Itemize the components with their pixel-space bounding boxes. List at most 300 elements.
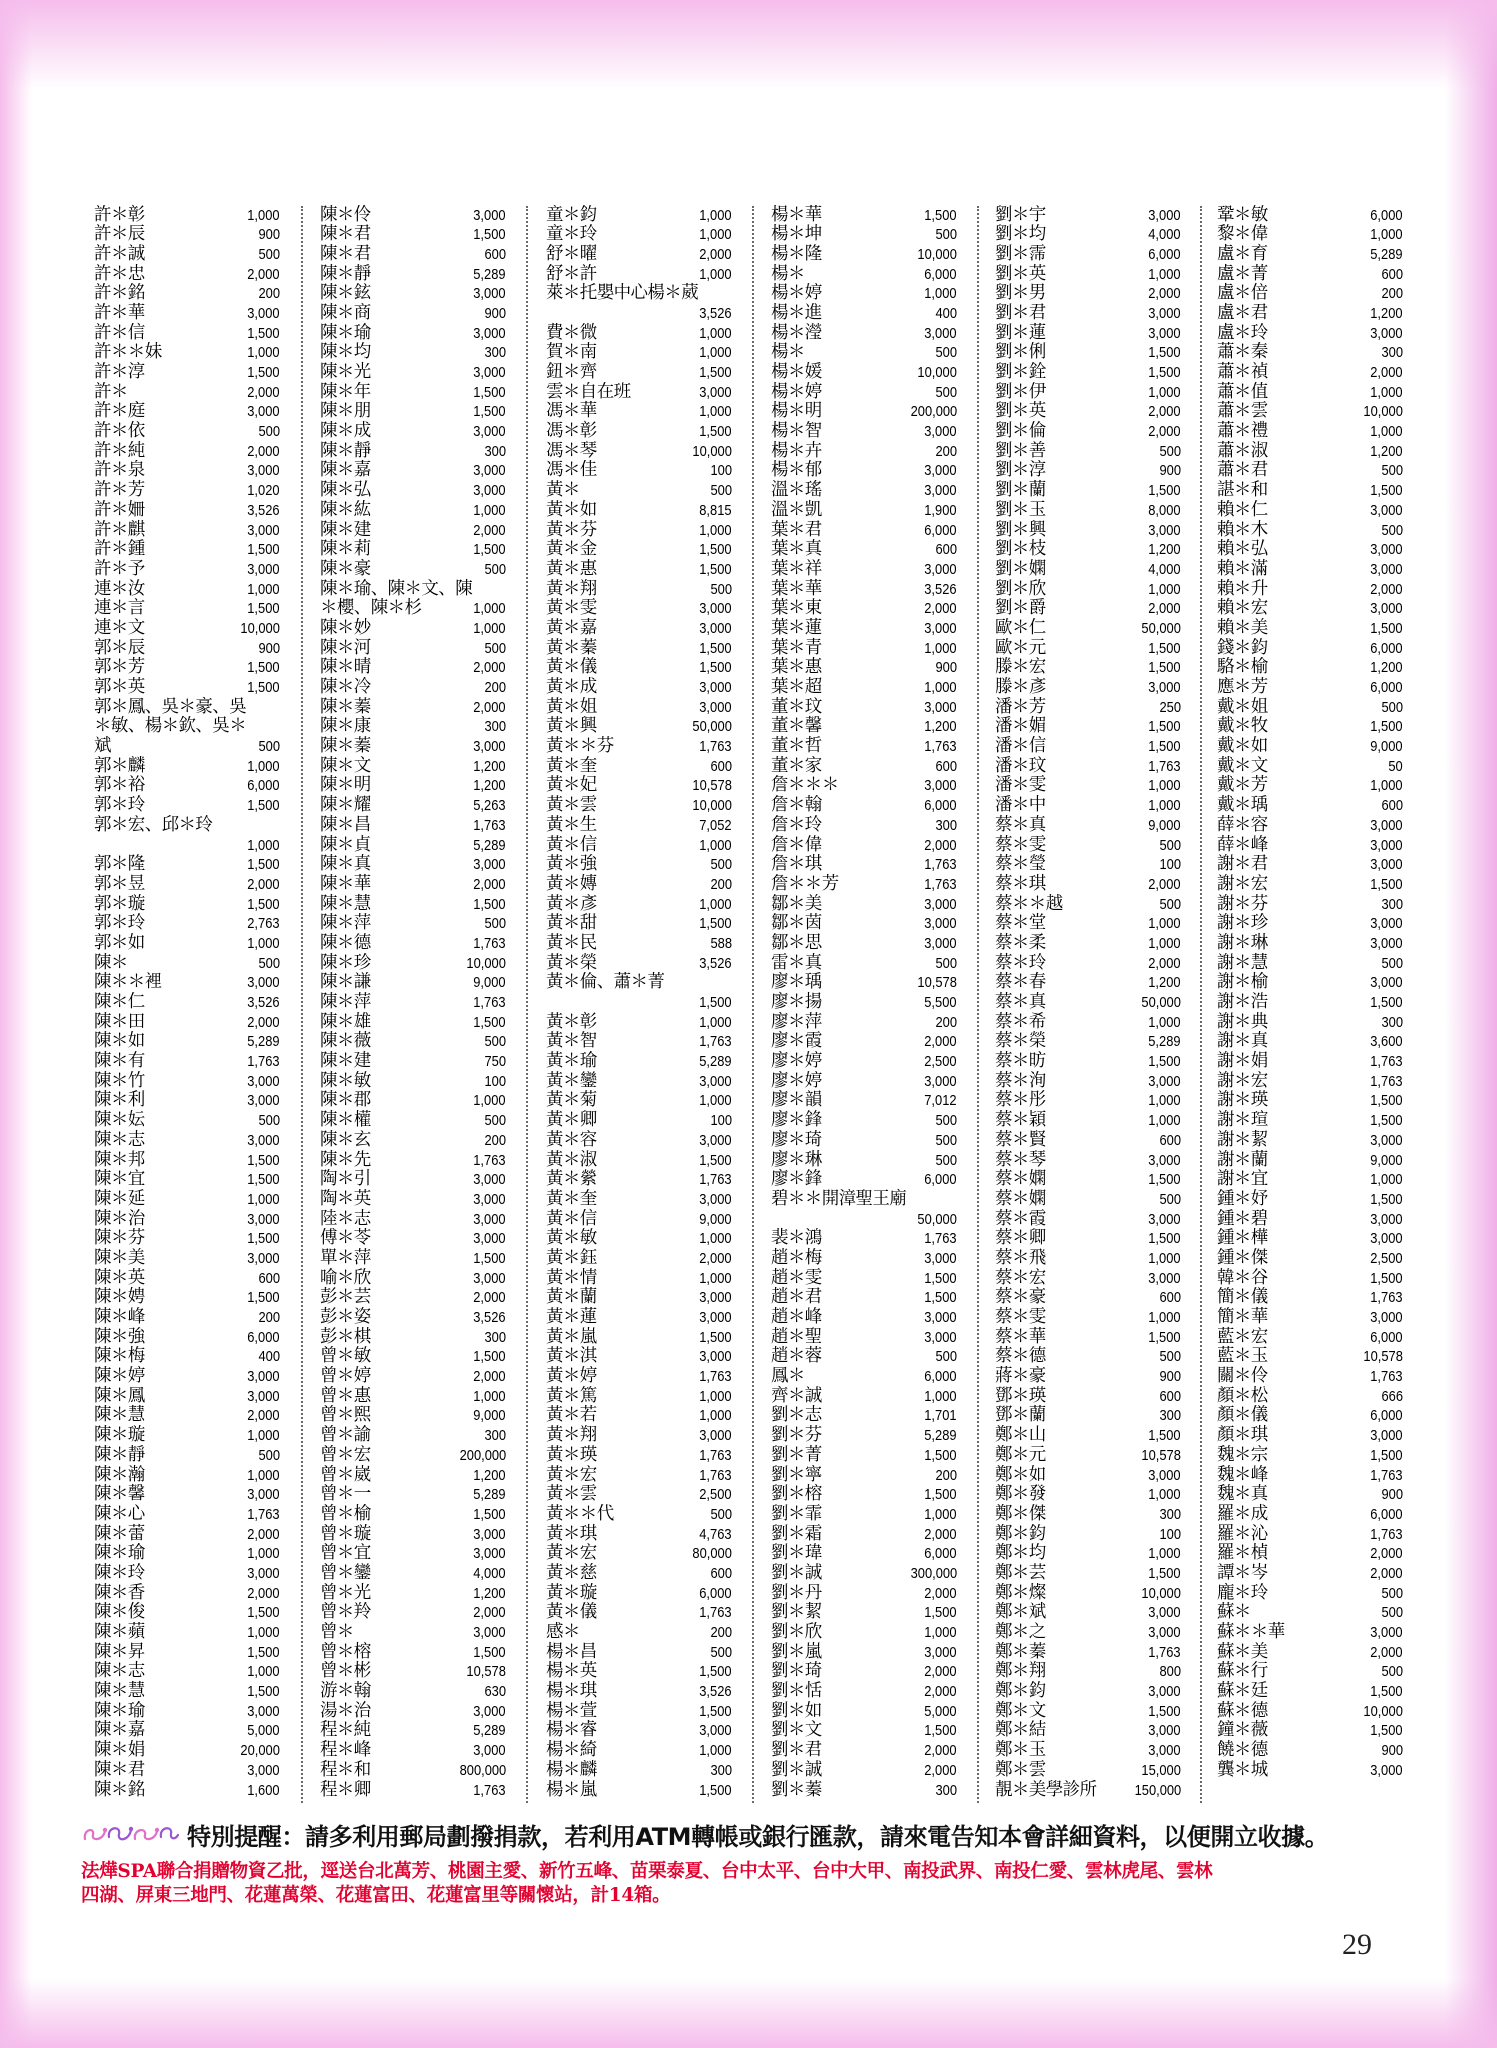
donor-amount: 500: [935, 954, 957, 972]
donor-name: 陶＊英: [320, 1188, 371, 1209]
donor-row: [771, 1662, 957, 1682]
donor-row: [320, 1505, 506, 1525]
donor-amount: 500: [1159, 836, 1181, 854]
donor-name: 劉＊絜: [771, 1602, 822, 1623]
donor-amount: 10,000: [692, 797, 732, 815]
donor-row: [771, 1603, 957, 1623]
donor-name: 趙＊梅: [771, 1247, 822, 1268]
donor-name: 蔡＊琴: [995, 1149, 1046, 1170]
donor-name: 鳳＊: [771, 1366, 805, 1387]
donor-amount: 1,763: [699, 1171, 732, 1189]
donor-amount: 1,763: [699, 1466, 732, 1484]
donor-name: 龔＊城: [1217, 1759, 1268, 1780]
donor-row: [546, 914, 732, 934]
donor-row: [771, 1347, 957, 1367]
donor-amount: 1,000: [473, 619, 506, 637]
donor-name: 黃＊篤: [546, 1385, 597, 1406]
donor-name: 劉＊宇: [995, 204, 1046, 225]
donor-row: [1217, 304, 1403, 324]
donor-amount: 1,200: [1370, 442, 1403, 460]
donor-name: 葉＊惠: [771, 657, 822, 678]
donor-amount: 3,000: [473, 1624, 506, 1641]
donor-name: 郭＊麟: [94, 755, 145, 776]
donor-row: [771, 1151, 957, 1171]
donor-amount: 800,000: [459, 1761, 506, 1779]
donor-row: [995, 245, 1181, 265]
donor-row: [94, 1013, 280, 1033]
donor-row: [94, 461, 280, 481]
donor-name: 陳＊宜: [94, 1169, 145, 1190]
donor-row: [995, 540, 1181, 560]
donor-amount: 300: [1159, 1407, 1181, 1425]
donor-row: [1217, 993, 1403, 1013]
donor-row: [320, 206, 506, 226]
donor-amount: 2,000: [924, 1584, 957, 1602]
donor-row: [1217, 1466, 1403, 1486]
donor-name: 陳＊康: [320, 716, 371, 737]
donor-column: [546, 206, 732, 1801]
donor-amount: 1,000: [473, 600, 506, 618]
donor-row: [771, 1741, 957, 1761]
donor-amount: 1,500: [924, 1604, 957, 1622]
donor-row: [94, 1249, 280, 1269]
donor-name: 陳＊銘: [94, 1779, 145, 1800]
donor-name: 黃＊彰: [546, 1011, 597, 1032]
donor-amount: 1,763: [924, 1230, 957, 1248]
donor-amount: 5,000: [247, 1722, 280, 1740]
donor-name: 曾＊惠: [320, 1385, 371, 1406]
donor-amount: 1,500: [247, 1289, 280, 1307]
donor-amount: 600: [1381, 265, 1403, 283]
donor-amount: 1,500: [699, 639, 732, 657]
donor-row: [546, 855, 732, 875]
donor-name: 程＊純: [320, 1720, 371, 1741]
donor-name: 鄒＊思: [771, 932, 822, 953]
donor-amount: 3,000: [473, 1190, 506, 1208]
donor-amount: 3,000: [924, 1643, 957, 1661]
donor-name: 蔡＊洵: [995, 1070, 1046, 1091]
donor-row: [94, 422, 280, 442]
donor-row: [546, 1544, 732, 1564]
donor-amount: 1,500: [699, 1328, 732, 1346]
donor-name: 饒＊德: [1217, 1740, 1268, 1761]
donor-name: 謝＊慧: [1217, 952, 1268, 973]
donor-amount: 3,000: [1370, 915, 1403, 933]
donor-row: [995, 1229, 1181, 1249]
donor-row: [1217, 501, 1403, 521]
donor-name: 黃＊彥: [546, 893, 597, 914]
column-divider: [977, 206, 979, 1803]
donor-amount: 1,763: [473, 1151, 506, 1169]
donor-name: 蔡＊雯: [995, 1307, 1046, 1327]
donor-name: 賴＊木: [1217, 519, 1268, 540]
donor-amount: 400: [258, 1348, 280, 1366]
donor-name: 謝＊宏: [1217, 1070, 1268, 1091]
donor-row: [94, 1525, 280, 1545]
donor-name: 黃＊淑: [546, 1149, 597, 1170]
donor-row: [320, 304, 506, 324]
donor-amount: 3,000: [924, 934, 957, 952]
donor-row: [94, 639, 280, 659]
donor-row: [771, 1426, 957, 1446]
donor-amount: 1,200: [1148, 541, 1181, 559]
donor-row: [771, 383, 957, 403]
donor-amount: 5,500: [924, 994, 957, 1011]
donor-name: 劉＊霈: [995, 243, 1046, 264]
donor-name: 陳＊光: [320, 362, 371, 382]
donor-row: [995, 1761, 1181, 1781]
donor-name: 劉＊蘭: [995, 480, 1046, 501]
donor-row: [320, 442, 506, 462]
donor-name: 詹＊＊芳: [771, 873, 839, 894]
donor-amount: 3,000: [1148, 1269, 1181, 1287]
donor-amount: 1,000: [1148, 915, 1181, 933]
donor-row: [1217, 1584, 1403, 1604]
donor-amount: 500: [1381, 954, 1403, 972]
donor-amount: 1,000: [699, 1269, 732, 1287]
donor-row: [995, 934, 1181, 954]
donor-name: 楊＊郁: [771, 460, 822, 481]
donor-row: [1217, 481, 1403, 501]
donor-row: [546, 1032, 732, 1052]
donor-name: 黃＊菊: [546, 1090, 597, 1111]
donor-amount: 50,000: [1141, 619, 1181, 637]
donor-amount: 1,000: [247, 206, 280, 224]
donor-name: 劉＊寧: [771, 1464, 822, 1485]
donor-amount: 300: [1381, 344, 1403, 362]
donor-amount: 2,000: [1370, 580, 1403, 598]
donor-amount: 1,500: [1370, 1683, 1403, 1701]
donor-amount: 1,500: [924, 1446, 957, 1464]
donor-amount: 1,763: [699, 1446, 732, 1464]
donor-row: [1217, 973, 1403, 993]
donor-amount: 2,000: [247, 265, 280, 283]
donor-row: [771, 954, 957, 974]
donor-name: 陳＊商: [320, 302, 371, 323]
donor-row: [995, 1170, 1181, 1190]
donor-row: [1217, 1544, 1403, 1564]
donor-amount: 6,000: [924, 265, 957, 283]
donor-amount: 3,000: [1148, 521, 1181, 539]
donor-row: [320, 245, 506, 265]
donor-amount: 1,200: [1370, 659, 1403, 677]
donor-row: [546, 1367, 732, 1387]
donor-name: 陳＊娟: [94, 1740, 145, 1761]
donor-row: [320, 1721, 506, 1741]
donor-amount: 3,000: [473, 285, 506, 303]
donor-row: [1217, 796, 1403, 816]
donor-row: [771, 540, 957, 560]
donor-amount: 3,000: [924, 895, 957, 913]
donor-name: 劉＊嫻: [995, 558, 1046, 579]
donor-amount: 3,000: [1148, 1604, 1181, 1622]
donor-name: 陳＊昇: [94, 1641, 145, 1662]
donor-amount: 50: [1388, 757, 1403, 775]
donor-amount: 3,000: [1148, 1683, 1181, 1701]
donor-amount: 2,000: [473, 659, 506, 677]
donor-name: 賀＊南: [546, 342, 597, 363]
donor-row: [771, 619, 957, 639]
donor-name: 劉＊恬: [771, 1681, 822, 1702]
donor-row: [320, 1584, 506, 1604]
donor-amount: 500: [935, 344, 957, 362]
donor-name: 駱＊榆: [1217, 657, 1268, 678]
donor-row: [546, 461, 732, 481]
donor-amount: 10,578: [466, 1663, 506, 1681]
donor-row: [546, 678, 732, 698]
donor-row: [771, 284, 957, 304]
donor-amount: 1,000: [699, 1092, 732, 1110]
donor-row: [320, 1347, 506, 1367]
donor-amount: 3,000: [247, 560, 280, 578]
donor-row: [546, 1564, 732, 1584]
donor-row: [94, 737, 280, 757]
donor-amount: 500: [935, 1131, 957, 1149]
donor-row: [94, 442, 280, 462]
donor-row: [320, 836, 506, 856]
donor-amount: 3,000: [1370, 1230, 1403, 1248]
donor-amount: 2,500: [1370, 1249, 1403, 1267]
donor-row: [546, 816, 732, 836]
donor-amount: 1,500: [699, 560, 732, 578]
donor-amount: 1,000: [1148, 580, 1181, 598]
donor-amount: 500: [258, 738, 280, 756]
donor-amount: 3,000: [473, 1742, 506, 1760]
donor-amount: 800: [1159, 1663, 1181, 1681]
donor-name: 彭＊芸: [320, 1287, 371, 1308]
donor-row: [320, 1269, 506, 1289]
donor-row: [546, 698, 732, 718]
donor-amount: 3,000: [473, 462, 506, 480]
donor-row: [546, 206, 732, 226]
donor-name: 陳＊英: [94, 1267, 145, 1288]
donor-row: [546, 1406, 732, 1426]
donor-amount: 300,000: [910, 1564, 957, 1582]
donor-name: 陶＊引: [320, 1169, 371, 1190]
donor-amount: 10,578: [1363, 1348, 1403, 1366]
donor-name: 黃＊婷: [546, 1366, 597, 1387]
donor-row: [995, 1446, 1181, 1466]
donor-name: 陳＊鉉: [320, 283, 371, 304]
donor-name: 劉＊文: [771, 1720, 822, 1741]
donor-row: [771, 1072, 957, 1092]
donor-name: 葉＊華: [771, 578, 822, 599]
donor-name: 鞏＊敏: [1217, 204, 1268, 225]
donor-name: 顏＊松: [1217, 1385, 1268, 1406]
donor-name: 陳＊冷: [320, 677, 371, 697]
donor-name: 黃＊容: [546, 1129, 597, 1150]
donor-row: [546, 1426, 732, 1446]
donor-row: [320, 816, 506, 836]
donor-amount: 200,000: [910, 403, 957, 421]
donor-amount: 1,500: [699, 915, 732, 933]
donor-amount: 1,500: [1148, 639, 1181, 657]
donor-amount: 1,000: [1148, 1112, 1181, 1130]
donor-amount: 2,000: [1148, 403, 1181, 421]
donation-note-line: 法燁SPA聯合捐贈物資乙批，逕送台北萬芳、桃園主愛、新竹五峰、苗栗泰夏、台中太平、台中大甲、南投武界、南投仁愛、雲林虎尾、雲林: [81, 1861, 1213, 1882]
donor-name: 黃＊雲: [546, 1484, 597, 1505]
donor-row: [94, 875, 280, 895]
donor-amount: 3,000: [1370, 560, 1403, 578]
donor-amount: 500: [484, 915, 506, 933]
donor-row: [995, 284, 1181, 304]
donor-amount: 2,500: [924, 1053, 957, 1071]
donor-name: 黃＊慈: [546, 1562, 597, 1583]
donor-row: [546, 1466, 732, 1486]
donor-amount: 3,000: [699, 1427, 732, 1445]
donor-amount: 3,000: [924, 423, 957, 441]
donor-name: 傅＊苓: [320, 1228, 371, 1249]
donor-name: 黃＊奎: [546, 1188, 597, 1209]
donor-name: 鄭＊玉: [995, 1740, 1046, 1761]
donor-amount: 50,000: [917, 1210, 957, 1228]
donor-row: [1217, 1091, 1403, 1111]
donor-amount: 500: [1159, 442, 1181, 460]
donor-name: 楊＊智: [771, 421, 822, 442]
donor-amount: 3,000: [247, 974, 280, 992]
donor-amount: 2,000: [1370, 1643, 1403, 1661]
donor-amount: 10,000: [692, 442, 732, 460]
donor-name: 謝＊榆: [1217, 972, 1268, 993]
donor-amount: 1,763: [1370, 1368, 1403, 1386]
donor-row: [94, 304, 280, 324]
donor-row: [1217, 206, 1403, 226]
donor-name: 楊＊英: [546, 1661, 597, 1682]
donor-name: 蔡＊宏: [995, 1267, 1046, 1288]
donor-row: [1217, 1485, 1403, 1505]
donor-row: [94, 678, 280, 698]
donor-amount: 900: [258, 639, 280, 657]
donor-row: [320, 1249, 506, 1269]
donor-row: [94, 1505, 280, 1525]
donor-amount: 2,000: [1148, 600, 1181, 618]
donor-name: 蕭＊秦: [1217, 342, 1268, 363]
donor-row: [771, 1446, 957, 1466]
donor-name: 郭＊玲: [94, 913, 145, 934]
donor-amount: 6,000: [1370, 679, 1403, 696]
donor-row: [94, 757, 280, 777]
donor-amount: 5,289: [473, 1486, 506, 1504]
donor-name: 許＊＊妹: [94, 342, 162, 363]
donor-name: 鄭＊發: [995, 1484, 1046, 1505]
donor-amount: 1,500: [1370, 1190, 1403, 1208]
donor-amount: 3,000: [1370, 1309, 1403, 1326]
donor-amount: 1,763: [247, 1505, 280, 1523]
donor-amount: 2,000: [924, 1525, 957, 1543]
donor-row: [94, 816, 280, 836]
donor-amount: 9,000: [699, 1210, 732, 1228]
donor-amount: 3,000: [1370, 324, 1403, 342]
donor-amount: 9,000: [1148, 816, 1181, 834]
donor-amount: 1,763: [1370, 1072, 1403, 1090]
donor-name: 郭＊玲: [94, 795, 145, 816]
donor-name: 陳＊蓁: [320, 696, 371, 717]
donor-amount: 3,000: [924, 1309, 957, 1326]
donor-name: 陸＊志: [320, 1208, 371, 1229]
donor-name: 蔡＊＊越: [995, 893, 1063, 914]
donor-row: [546, 580, 732, 600]
donor-name: 劉＊伊: [995, 381, 1046, 402]
donor-name: 羅＊楨: [1217, 1543, 1268, 1564]
donor-row: [771, 1505, 957, 1525]
donor-amount: 600: [484, 245, 506, 263]
donor-row: [771, 796, 957, 816]
donor-row: [320, 895, 506, 915]
donor-amount: 200,000: [459, 1446, 506, 1464]
donor-amount: 10,000: [917, 245, 957, 263]
donor-amount: 2,000: [924, 600, 957, 618]
donor-row: [995, 1702, 1181, 1722]
donor-row: [771, 1485, 957, 1505]
donor-amount: 1,500: [1148, 482, 1181, 500]
donor-name: 黃＊強: [546, 854, 597, 875]
donor-row: [546, 1249, 732, 1269]
donor-name: 詹＊＊＊: [771, 775, 839, 796]
donor-name: 陳＊真: [320, 854, 371, 875]
donor-name: 詹＊翰: [771, 795, 822, 816]
donor-amount: 3,600: [1370, 1033, 1403, 1051]
donor-row: [546, 1210, 732, 1230]
donor-row: [320, 1210, 506, 1230]
donor-row: [546, 836, 732, 856]
donor-amount: 500: [710, 1505, 732, 1523]
donor-row: [320, 363, 506, 383]
donor-amount: 1,500: [247, 324, 280, 342]
donor-name: 謝＊君: [1217, 854, 1268, 875]
donor-name: ＊櫻、陳＊杉: [320, 598, 422, 619]
donor-amount: 1,763: [1148, 757, 1181, 775]
donor-row: [320, 678, 506, 698]
donor-name: 鄭＊雲: [995, 1759, 1046, 1780]
donor-name: 鄭＊斌: [995, 1602, 1046, 1623]
donor-name: 黃＊璇: [546, 1582, 597, 1603]
donor-row: [320, 1446, 506, 1466]
donor-row: [546, 284, 732, 304]
donor-row: [995, 1466, 1181, 1486]
donor-row: [320, 1308, 506, 1328]
donor-row: [995, 461, 1181, 481]
donor-row: [94, 776, 280, 796]
donor-name: 陳＊慧: [320, 893, 371, 914]
donor-name: 陳＊建: [320, 519, 371, 540]
donor-amount: 1,763: [473, 994, 506, 1011]
donor-amount: 3,000: [924, 777, 957, 795]
donor-row: [94, 1682, 280, 1702]
donor-row: [1217, 914, 1403, 934]
donor-name: 楊＊昌: [546, 1641, 597, 1662]
donor-amount: 1,500: [924, 206, 957, 224]
donor-row: [320, 1013, 506, 1033]
donor-row: [1217, 245, 1403, 265]
donor-amount: 500: [935, 1112, 957, 1130]
donor-name: 廖＊揚: [771, 992, 822, 1012]
donor-amount: 600: [935, 757, 957, 775]
donor-name: 曾＊榆: [320, 1503, 371, 1524]
donor-amount: 10,000: [240, 619, 280, 637]
donor-row: [995, 757, 1181, 777]
donor-amount: 1,763: [924, 738, 957, 756]
donor-amount: 1,500: [247, 1643, 280, 1661]
donor-name: 蘇＊美: [1217, 1641, 1268, 1662]
donor-row: [1217, 1426, 1403, 1446]
donor-row: [546, 1170, 732, 1190]
donor-amount: 1,500: [473, 1643, 506, 1661]
donor-amount: 1,000: [699, 521, 732, 539]
donor-row: [1217, 1603, 1403, 1623]
donor-row: [771, 934, 957, 954]
donor-row: [320, 796, 506, 816]
donor-row: [995, 1721, 1181, 1741]
